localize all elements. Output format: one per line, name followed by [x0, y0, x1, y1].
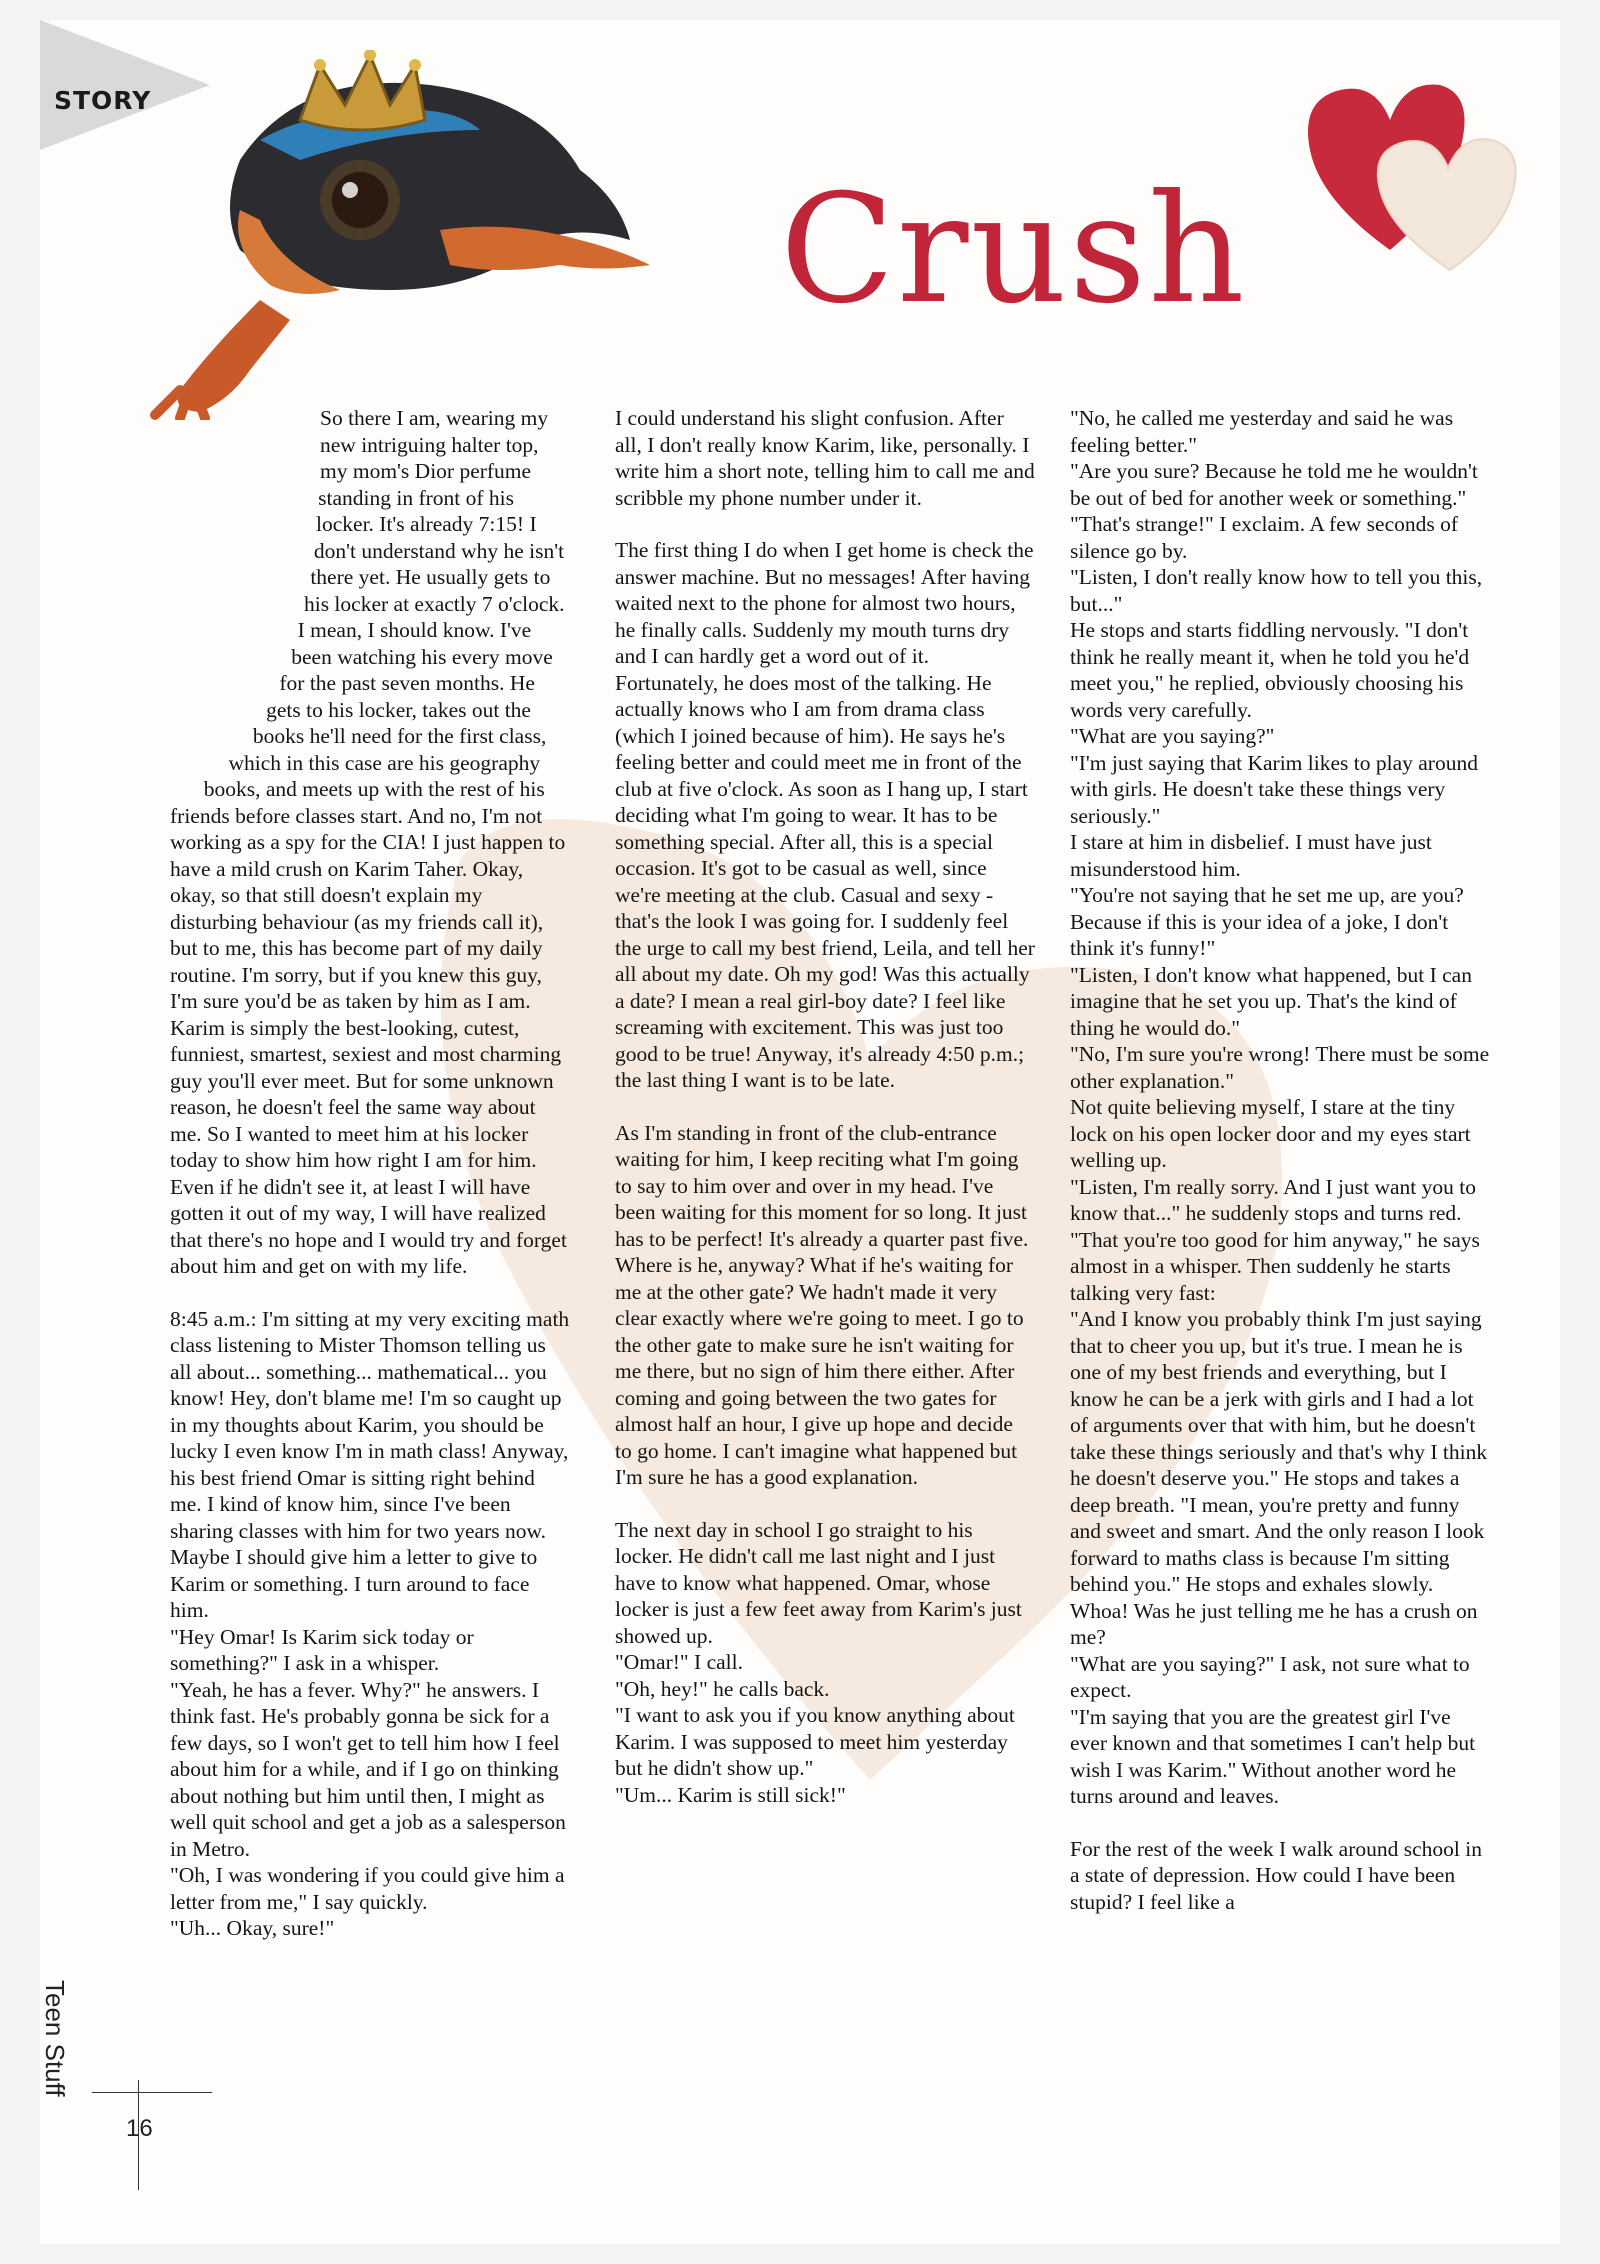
dialogue-line: "Hey Omar! Is Karim sick today or something?" I ask in a whisper. [170, 1624, 474, 1675]
paragraph: As I'm standing in front of the club-entrance waiting for him, I keep reciting what I'm going to say to him over and over in my head. I've been waiting for this moment for so long. It just has to be perfect! It's already a quarter past five. Where is he, anyway? What if he's waiting for me at the other gate? We hadn't made it very clear exactly where we're going to meet. I go to the other gate to make sure he isn't waiting for me there, but no sign of him there either. After coming and going between the two gates for almost half an hour, I give up hope and decide to go home. I can't imagine what happened but I'm sure he has a good explanation. [615, 1120, 1029, 1489]
dialogue-line: Whoa! Was he just telling me he has a crush on me? [1070, 1598, 1478, 1649]
paragraph: 8:45 a.m.: I'm sitting at my very exciting math class listening to Mister Thomson telling us all about... something... mathematical... you know! Hey, don't blame me! I'm so caught up in my thoughts about Karim, you should be lucky I even know I'm in math class! Anyway, his best friend Omar is sitting right behind me. I kind of know him, since I've been sharing classes with him for two years now. Maybe I should give him a letter to give to Karim or something. I turn around to face him. [170, 1306, 570, 1622]
dialogue-line: "Are you sure? Because he told me he wouldn't be out of bed for another week or something." [1070, 459, 1478, 510]
dialogue-line: "No, I'm sure you're wrong! There must be some other explanation." [1070, 1042, 1490, 1093]
text-column-2 [615, 405, 1035, 1808]
dialogue-line: "Listen, I don't really know how to tell you this, but..." [1070, 565, 1483, 616]
footer-divider-horizontal [92, 2092, 212, 2093]
paragraph: I could understand his slight confusion. After all, I don't really know Karim, like, personally. I write him a short note, telling him to call me and scribble my phone number under it. [615, 406, 1035, 510]
dialogue-line: "That's strange!" I exclaim. A few seconds of silence go by. [1070, 512, 1459, 563]
text-column-1 [170, 405, 570, 1942]
dialogue-line: "I want to ask you if you know anything about Karim. I was supposed to meet him yesterday but he didn't show up." [615, 1703, 1015, 1780]
text-column-3 [1070, 405, 1490, 1915]
dialogue-line: "Uh... Okay, sure!" [170, 1916, 335, 1940]
dialogue-line: "You're not saying that he set me up, are you? Because if this is your idea of a joke, I don't think it's funny!" [1070, 883, 1464, 960]
dialogue-line: I stare at him in disbelief. I must have just misunderstood him. [1070, 830, 1432, 881]
dialogue-line: "Listen, I'm really sorry. And I just want you to know that..." he suddenly stops and turns red. [1070, 1174, 1476, 1225]
dialogue-line: "Listen, I don't know what happened, but I can imagine that he set you up. That's the kind of thing he would do." [1070, 962, 1472, 1040]
paragraph: The first thing I do when I get home is check the answer machine. But no messages! After having waited next to the phone for almost two hours, he finally calls. Suddenly my mouth turns dry and I can hardly get a word out of it. Fortunately, he does most of the talking. He actually knows who I am from drama class (which I joined because of him). He says he's feeling better and could meet me in front of the club at five o'clock. As soon as I hang up, I start deciding what I'm going to wear. It has to be something special. After all, this is a special occasion. It's got to be casual as well, since we're meeting at the club. Casual and sexy - that's the look I was going for. I suddenly feel the urge to call my best friend, Leila, and tell her all about my date. Oh my god! Was this actually a date? I mean a real girl-boy date? I feel like screaming with excitement. This was just too good to be true! Anyway, it's already 4:50 p.m.; the last thing I want is to be late. [615, 538, 1035, 1092]
paragraph: For the rest of the week I walk around school in a state of depression. How could I have been stupid? I feel like a [1070, 1836, 1482, 1914]
dialogue-line: "What are you saying?" I ask, not sure what to expect. [1070, 1651, 1470, 1702]
dialogue-line: "Oh, hey!" he calls back. [615, 1676, 830, 1701]
section-label: STORY [54, 86, 152, 115]
frog-prince-illustration [60, 50, 660, 420]
hearts-graphic [1300, 70, 1540, 290]
dialogue-line: "What are you saying?" [1070, 724, 1275, 748]
magazine-page [40, 20, 1560, 2244]
paragraph: So there I am, wearing my new intriguing halter top, my mom's Dior perfume standing in front of his locker. It's already 7:15! I don't understand why he isn't there yet. He usually gets to his locker at exactly 7 o'clock. I mean, I should know. I've been watching his every move for the past seven months. He gets to his locker, takes out the books he'll need for the first class, which in this case are his geography books, and meets up with the rest of his friends before classes start. And no, I'm not working as a spy for the CIA! I just happen to have a mild crush on Karim Taher. Okay, okay, so that still doesn't explain my disturbing behaviour (as my friends call it), but to me, this has become part of my daily routine. I'm sorry, but if you knew this guy, I'm sure you'd be as taken by him as I am. Karim is simply the best-looking, cutest, funniest, smartest, sexiest and most charming guy you'll ever meet. But for some unknown reason, he doesn't feel the same way about me. So I wanted to meet him at his locker today to show him how right I am for him. Even if he didn't see it, at least I will have gotten it out of my way, I will have realized that there's no hope and I would try and forget about him and get on with my life. [170, 406, 567, 1278]
dialogue-line: He stops and starts fiddling nervously. "I don't think he really meant it, when he told you he'd meet you," he replied, obviously choosing his words very carefully. [1070, 618, 1470, 722]
dialogue-line: "No, he called me yesterday and said he was feeling better." [1070, 406, 1454, 457]
dialogue-line: "That you're too good for him anyway," he says almost in a whisper. Then suddenly he starts talking very fast: [1070, 1227, 1480, 1305]
dialogue-line: "I'm just saying that Karim likes to play around with girls. He doesn't take these things very seriously." [1070, 750, 1478, 828]
dialogue-line: "Omar!" I call. [615, 1650, 743, 1674]
magazine-name: Teen Stuff [40, 1980, 70, 2097]
dialogue-line: "I'm saying that you are the greatest girl I've ever known and that sometimes I can't help but wish I was Karim." Without another word he turns around and leaves. [1070, 1704, 1476, 1808]
page-number: 16 [126, 2115, 153, 2142]
paragraph: The next day in school I go straight to his locker. He didn't call me last night and I just have to know what happened. Omar, whose locker is just a few feet away from Karim's just showed up. [615, 1517, 1022, 1648]
dialogue-line: Not quite believing myself, I stare at the tiny lock on his open locker door and my eyes start welling up. [1070, 1095, 1471, 1172]
dialogue-line: "Oh, I was wondering if you could give him a letter from me," I say quickly. [170, 1863, 565, 1914]
story-title: Crush [780, 163, 1247, 337]
dialogue-line: "Yeah, he has a fever. Why?" he answers. I think fast. He's probably gonna be sick for a few days, so I won't get to tell him how I feel about him for a while, and if I go on thinking about nothing but him until then, I might as well quit school and get a job as a salesperson in Metro. [170, 1677, 566, 1861]
dialogue-line: "Um... Karim is still sick!" [615, 1782, 846, 1807]
dialogue-line: "And I know you probably think I'm just saying that to cheer you up, but it's true. I mean he is one of my best friends and everything, but I know he can be a jerk with girls and I had a lot of arguments over that with him, but he doesn't take these things seriously and that's why I think he doesn't deserve you." He stops and takes a deep breath. "I mean, you're pretty and funny and sweet and smart. And the only reason I look forward to maths class is because I'm sitting behind you." He stops and exhales slowly. [1070, 1307, 1488, 1596]
